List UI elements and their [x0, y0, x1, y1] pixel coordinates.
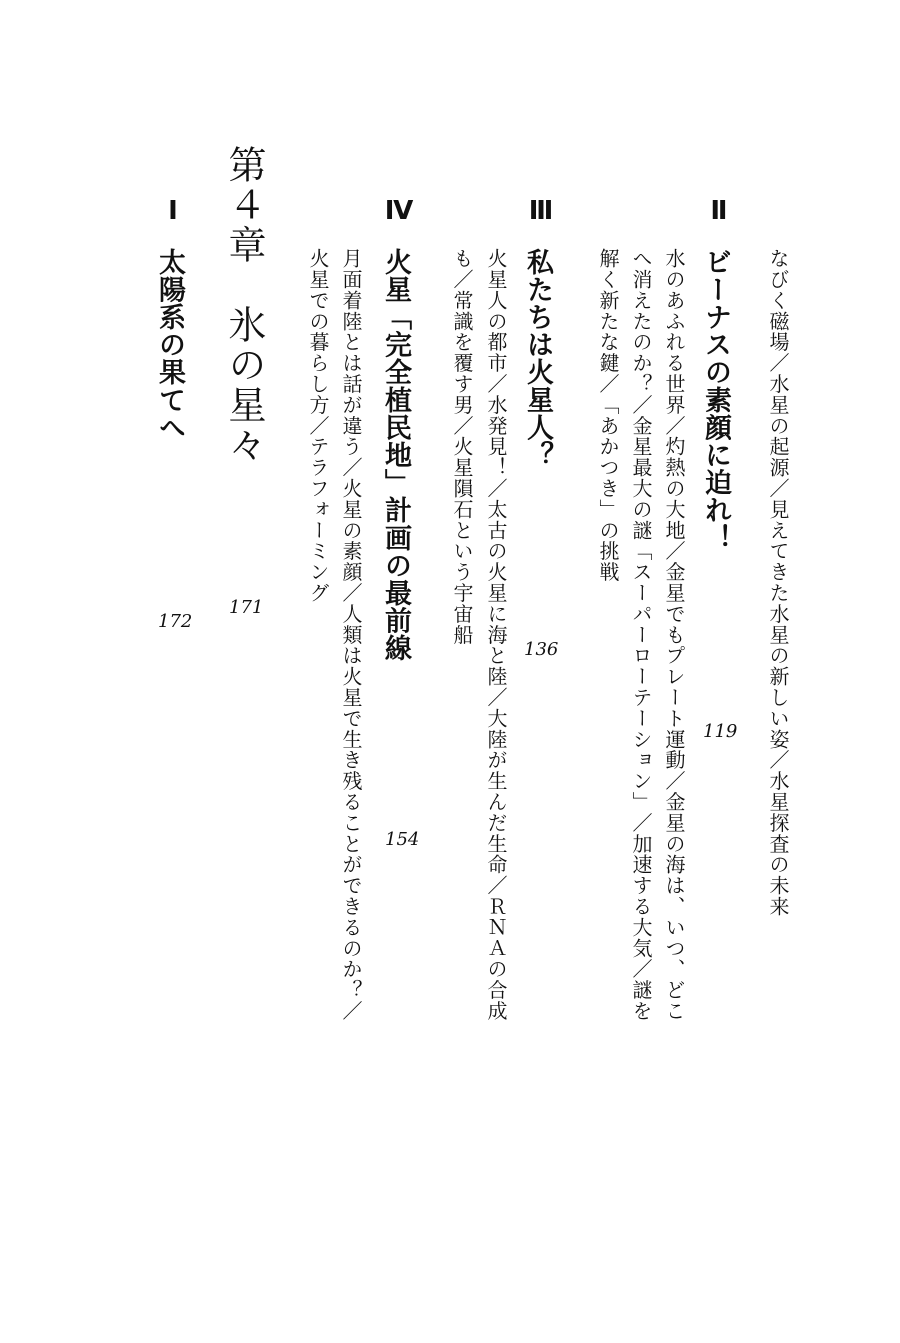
- section-numeral-4: Ⅳ: [384, 196, 414, 226]
- page-number-outer-solar-system: 172: [158, 611, 193, 632]
- page-number-mars-colony: 154: [385, 829, 420, 850]
- page-number-martians: 136: [524, 639, 559, 660]
- chapter-title: 第４章 氷の星々: [222, 145, 266, 465]
- section-title-venus: ビーナスの素顔に迫れ！: [700, 248, 731, 552]
- section-numeral-1: Ⅰ: [168, 196, 178, 226]
- section-title-mars-colony: 火星「完全植民地」計画の最前線: [380, 248, 411, 662]
- section-title-martians: 私たちは火星人？: [522, 248, 553, 469]
- toc-line-mars-1: 火星人の都市／水発見！／太古の火星に海と陸／大陸が生んだ生命／ＲＮＡの合成: [484, 248, 508, 1022]
- section-title-outer-solar-system: 太陽系の果てへ: [154, 248, 185, 442]
- section-numeral-2: Ⅱ: [710, 196, 728, 226]
- toc-line-colony-1: 月面着陸とは話が違う／火星の素顔／人類は火星で生き残ることができるのか？／: [339, 248, 363, 1022]
- toc-line-mars-2: も／常識を覆す男／火星隕石という宇宙船: [450, 248, 474, 646]
- toc-line-venus-3: 解く新たな鍵／「あかつき」の挑戦: [596, 248, 620, 583]
- toc-line-venus-1: 水のあふれる世界／灼熱の大地／金星でもプレート運動／金星の海は、いつ、どこ: [662, 248, 686, 1022]
- toc-line-mercury-continued: なびく磁場／水星の起源／見えてきた水星の新しい姿／水星探査の未来: [766, 248, 790, 917]
- section-numeral-3: Ⅲ: [528, 196, 554, 226]
- page-number-venus: 119: [703, 721, 738, 742]
- toc-line-venus-2: へ消えたのか？／金星最大の謎「スーパーローテーション」／加速する大気／謎を: [629, 248, 653, 1022]
- toc-line-colony-2: 火星での暮らし方／テラフォーミング: [306, 248, 330, 604]
- page-number-chapter: 171: [229, 597, 264, 618]
